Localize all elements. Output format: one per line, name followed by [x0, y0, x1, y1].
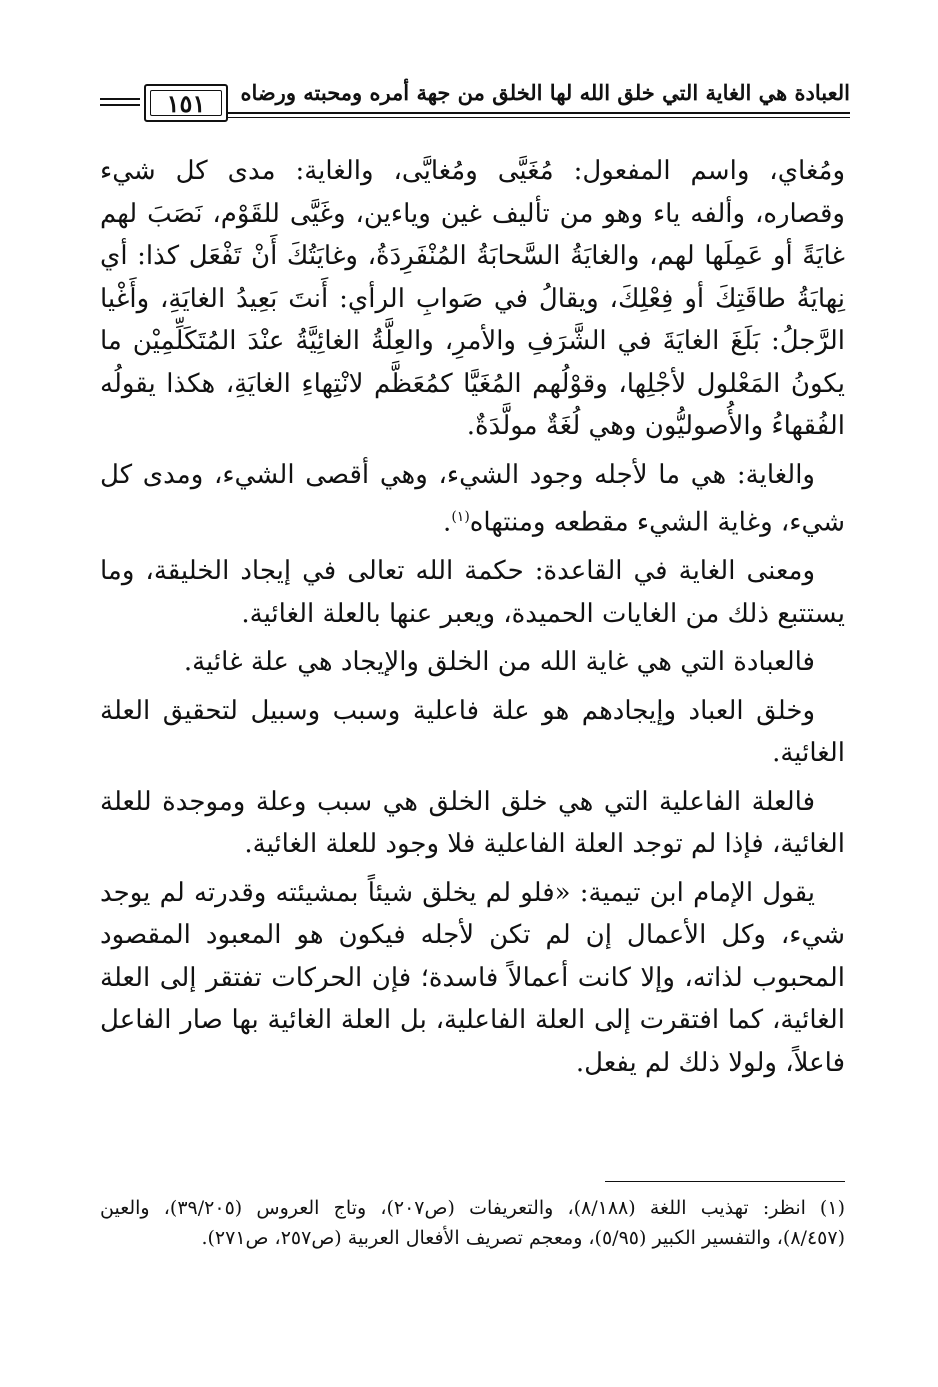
footnotes — [100, 1193, 845, 1253]
paragraph: فالعبادة التي هي غاية الله من الخلق والإيجاد هي علة غائية. — [183, 647, 815, 678]
header-rule — [228, 112, 850, 118]
page-header — [100, 78, 850, 130]
footnote-separator — [605, 1181, 845, 1182]
paragraph: وخلق العباد وإيجادهم هو علة فاعلية وسبب وسبيل لتحقيق العلة الغائية. — [100, 695, 845, 769]
paragraph-end: . — [443, 507, 452, 538]
paragraph: فالعلة الفاعلية التي هي خلق الخلق هي سبب وعلة وموجدة للعلة الغائية، فإذا لم توجد العلة الفاعلية فلا وجود للعلة الغائية. — [100, 786, 845, 860]
footnote-reference[interactable]: (١) — [451, 509, 470, 525]
page-number: ١٥١ — [144, 84, 228, 122]
paragraph: ومعنى الغاية في القاعدة: حكمة الله تعالى في إيجاد الخليقة، وما يستتبع ذلك من الغايات الحميدة، ويعبر عنها بالعلة الغائية. — [100, 556, 845, 629]
main-text — [100, 150, 845, 1084]
paragraph — [100, 454, 845, 545]
paragraph: يقول الإمام ابن تيمية: «فلو لم يخلق شيئاً بمشيئته وقدرته لم يوجد شيء، وكل الأعمال إن لم تكن لأجله فيكون هو المعبود المقصود المحبوب لذاته، وإلا كانت أعمالاً فاسدة؛ فإن الحركات تفتقر إلى العلة الغائية، كما افتقرت إلى العلة الفاعلية، بل العلة الغائية بها صار الفاعل فاعلاً، ولولا ذلك لم يفعل. — [100, 877, 845, 1078]
header-left-rule — [100, 98, 140, 106]
paragraph: ومُغاي، واسم المفعول: مُغَيَّى ومُغايَّى، والغاية: مدى كل شيء وقصاره، وألفه ياء وهو من تأليف غين وياءين، وغَيَّى للقَوْم، نَصَبَ لهم غايَةً أو عَمِلَها لهم، والغايَةُ السَّحابَةُ المُنْفَرِدَةُ، وغايَتُكَ أَنْ تَفْعَل كذا: أي نِهايَةُ طاقَتِكَ أو فِعْلِكَ، ويقالُ في صَوابِ الرأي: أَنتَ بَعِيدُ الغايَةِ، وأَغْيا الرَّجلُ: بَلَغَ الغايَةَ في الشَّرَفِ والأمرِ، والعِلَّةُ الغائِيَّةُ عنْدَ المُتَكَلِّمِيْن ما يكونُ المَعْلول لأجْلِها، وقوْلُهم المُغَيَّا كمُعَظَّم لانْتِهاءِ الغايَةِ، هكذا يقولُه الفُقهاءُ والأُصوليُّون وهي لُغَةٌ مولَّدَةٌ. — [100, 156, 845, 441]
paragraph-text: والغاية: هي ما لأجله وجود الشيء، وهي أقصى الشيء، ومدى كل شيء، وغاية الشيء مقطعه ومنتهاه — [100, 459, 845, 538]
footnote-text: انظر: تهذيب اللغة (٨/١٨٨)، والتعريفات (ص٢٠٧)، وتاج العروس (٣٩/٢٠٥)، والعين (٨/٤٥٧)، والتفسير الكبير (٥/٩٥)، ومعجم تصريف الأفعال العربية (ص٢٥٧، ص٢٧١). — [100, 1197, 845, 1249]
footnote-number: (١) — [819, 1197, 845, 1219]
running-title: العبادة هي الغاية التي خلق الله لها الخلق من جهة أمره ومحبته ورضاه — [240, 80, 850, 105]
